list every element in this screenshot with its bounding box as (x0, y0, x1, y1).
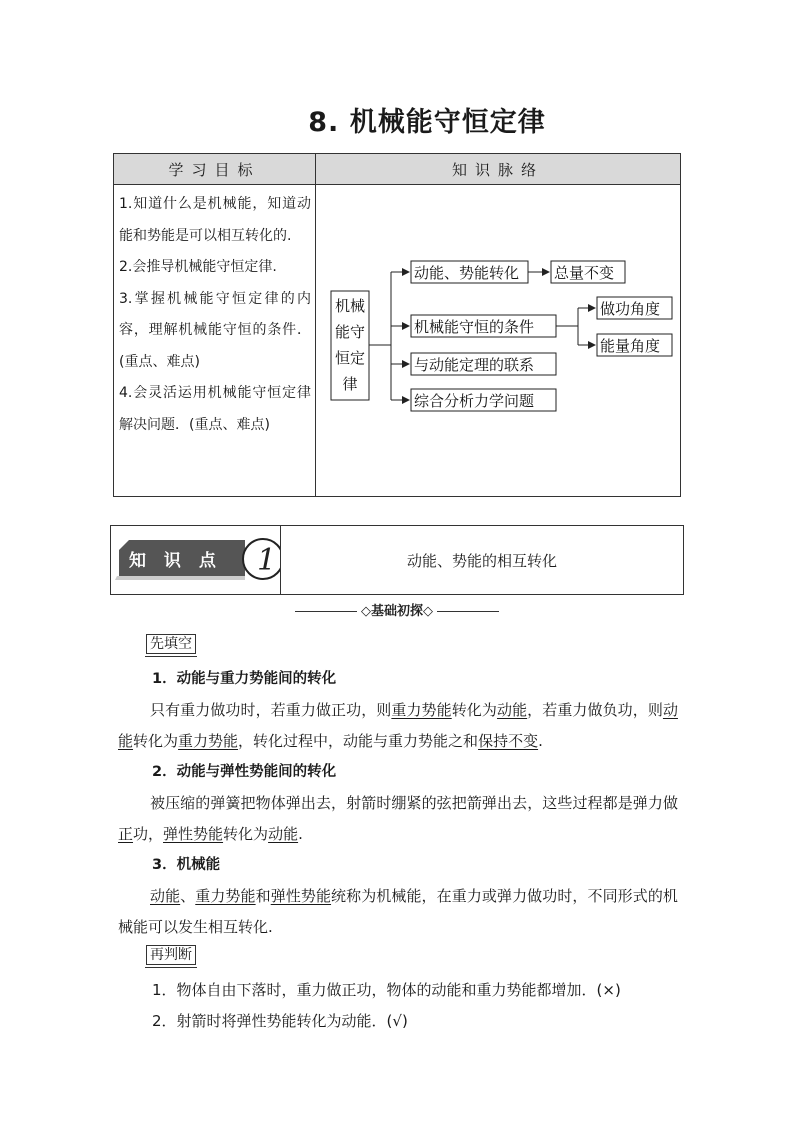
branch-label: 动能、势能转化 (414, 264, 520, 282)
item-body: 动能、重力势能和弹性势能统称为机械能，在重力或弹力做功时，不同形式的机械能可以发生相互转化. (118, 887, 678, 936)
branch-label: 机械能守恒的条件 (414, 318, 535, 336)
answer-blank: 正 (118, 825, 134, 843)
knowledge-map-header: 知识脉络 (316, 154, 681, 185)
knowledge-map-cell (316, 185, 681, 497)
root-text: 机械 (334, 297, 366, 315)
divider (295, 611, 357, 612)
branch-label: 与动能定理的联系 (414, 356, 535, 374)
knowledge-point-topic: 动能、势能的相互转化 (406, 551, 557, 570)
fill-in-tag: 先填空 (146, 634, 196, 654)
goals-table (113, 153, 681, 497)
answer-blank: 弹性势能 (270, 887, 332, 905)
divider (437, 611, 499, 612)
root-text: 恒定 (334, 349, 366, 367)
page-title: 8. 机械能守恒定律 (308, 107, 546, 138)
item-heading: 3．机械能 (152, 857, 221, 873)
goals-header: 学习目标 (114, 154, 316, 185)
knowledge-point-number: 1 (257, 543, 277, 578)
knowledge-point-box (110, 525, 684, 595)
sub-label: 能量角度 (600, 337, 661, 355)
section-header-text: ◇基础初探◇ (361, 604, 433, 619)
item-body: 被压缩的弹簧把物体弹出去，射箭时绷紧的弦把箭弹出去，这些过程都是弹力做正功，弹性势能转化为动能. (118, 794, 678, 843)
goal-item: 2.会推导机械能守恒定律. (119, 259, 277, 275)
item-body: 只有重力做功时，若重力做正功，则重力势能转化为动能，若重力做负功，则动能转化为重力势能，转化过程中，动能与重力势能之和保持不变. (118, 701, 678, 750)
answer-blank: 重力势能 (178, 732, 239, 750)
item-heading: 1．动能与重力势能间的转化 (152, 671, 337, 687)
goal-list (114, 185, 315, 445)
answer-blank: 动能 (496, 701, 528, 719)
answer-blank: 重力势能 (195, 887, 256, 905)
answer-blank: 重力势能 (391, 701, 452, 719)
answer-blank: 动能 (150, 887, 181, 905)
judge-item: 2．射箭时将弹性势能转化为动能．(√) (152, 1012, 408, 1030)
knowledge-point-label: 知 识 点 (129, 551, 222, 571)
goals-cell (114, 185, 316, 497)
answer-blank: 保持不变 (478, 732, 539, 750)
knowledge-point-badge (111, 526, 281, 594)
goal-item: 4.会灵活运用机械能守恒定律解决问题．(重点、难点) (119, 385, 311, 433)
content (118, 628, 678, 1037)
sub-label: 做功角度 (600, 300, 661, 318)
item-heading: 2．动能与弹性势能间的转化 (152, 764, 337, 780)
answer-blank: 动能 (118, 701, 678, 750)
answer-blank: 弹性势能 (163, 825, 224, 843)
goal-item: 1.知道什么是机械能，知道动能和势能是可以相互转化的. (119, 196, 311, 244)
knowledge-point-banner (111, 526, 280, 594)
section-header (0, 600, 794, 619)
judge-item: 1．物体自由下落时，重力做正功，物体的动能和重力势能都增加．(×) (152, 981, 621, 999)
judge-tag: 再判断 (146, 945, 196, 965)
goal-item: 3.掌握机械能守恒定律的内容，理解机械能守恒的条件．(重点、难点) (119, 290, 311, 370)
knowledge-map-diagram (316, 185, 682, 497)
root-text: 能守 (334, 323, 366, 341)
branch-label: 综合分析力学问题 (414, 392, 535, 410)
answer-blank: 动能 (268, 825, 299, 843)
root-text: 律 (342, 375, 358, 393)
branch-result: 总量不变 (554, 264, 615, 282)
